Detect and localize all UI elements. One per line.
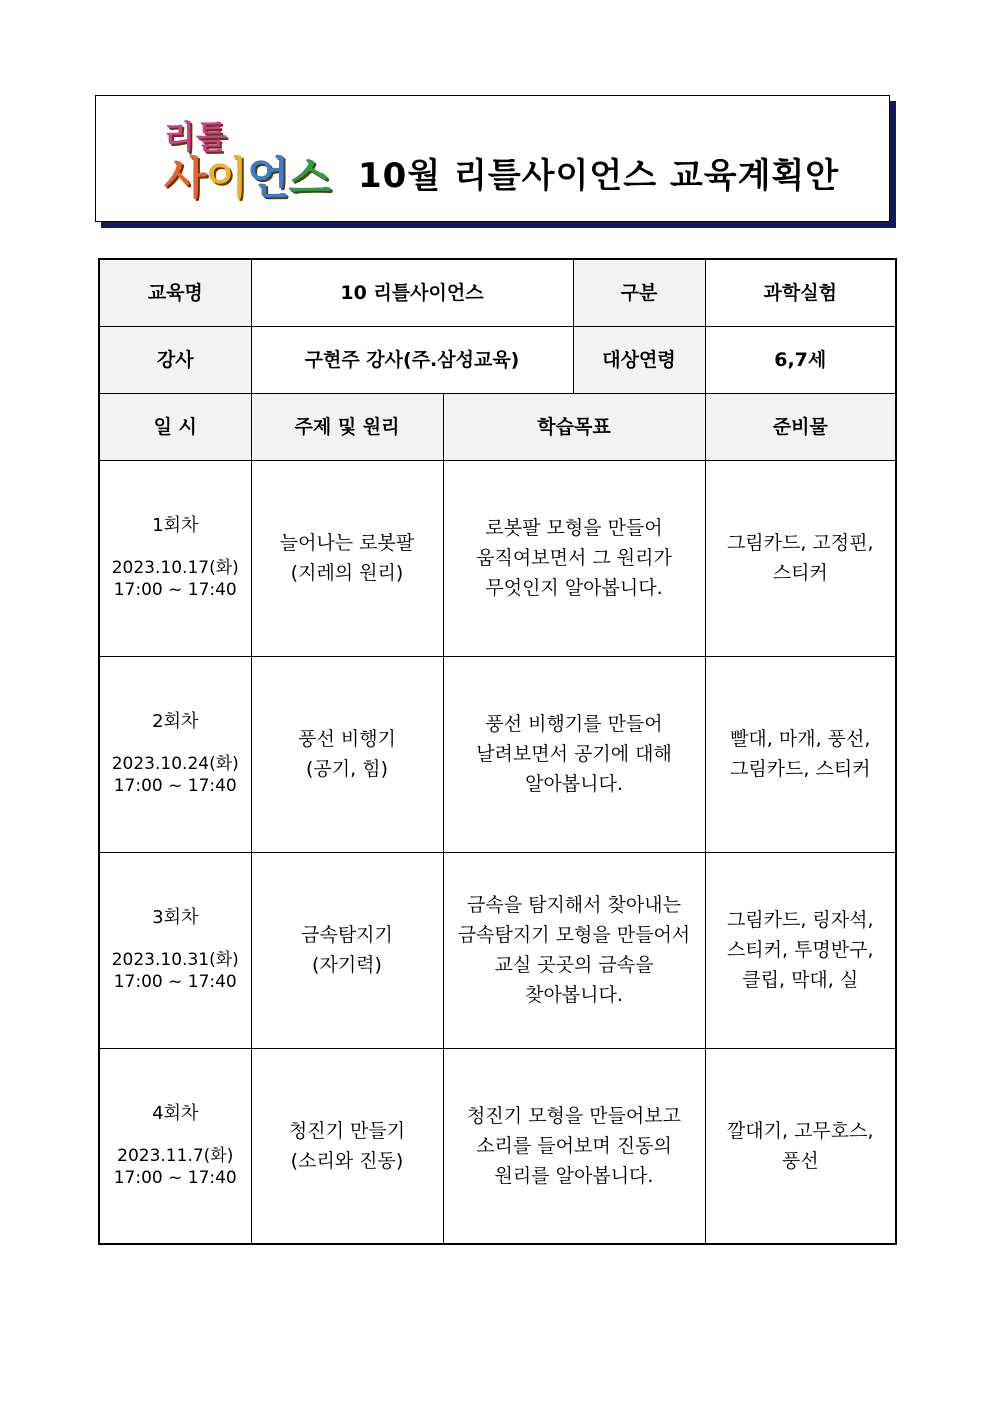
session-date: 2023.10.17(화) [111,558,239,578]
goal-line: 로봇팔 모형을 만들어 [485,517,663,539]
session-number: 4회차 [152,1102,199,1124]
instructor-label: 강사 [99,326,251,393]
goal-line: 금속을 탐지해서 찾아내는 [467,894,681,916]
session-number: 3회차 [152,907,199,928]
topic-line: (소리와 진동) [290,1149,404,1172]
schedule-header: 일 시 [99,393,251,460]
materials-line: 깔대기, 고무호스, [726,1119,874,1142]
session-goal [443,656,705,852]
session-schedule [99,460,251,656]
session-goal [443,460,705,656]
goal-line: 청진기 모형을 만들어보고 [467,1104,681,1127]
goal-line: 소리를 들어보며 진동의 [476,1134,672,1157]
session-date: 2023.10.31(화) [111,950,239,970]
session-topic [251,852,443,1048]
topic-line: 청진기 만들기 [288,1119,406,1142]
category-value: 과학실험 [705,259,896,326]
materials-line: 빨대, 마개, 풍선, [730,728,871,750]
goal-line: 날려보면서 공기에 대해 [476,743,672,765]
goal-header: 학습목표 [443,393,705,460]
topic-header: 주제 및 원리 [251,393,443,460]
topic-line: (지레의 원리) [290,562,404,584]
goal-line: 무엇인지 알아봅니다. [485,577,663,599]
column-header-row [99,393,896,460]
session-time: 17:00 ~ 17:40 [113,776,237,796]
topic-line: (자기력) [312,954,382,976]
session-time: 17:00 ~ 17:40 [113,580,237,600]
session-number: 1회차 [152,515,199,536]
session-schedule [99,852,251,1048]
materials-header: 준비물 [705,393,896,460]
session-materials [705,852,896,1048]
materials-line: 풍선 [781,1149,819,1172]
title-banner [95,95,890,222]
session-row [99,852,896,1048]
session-schedule [99,656,251,852]
goal-line: 찾아봅니다. [525,984,623,1006]
session-goal [443,852,705,1048]
topic-line: 풍선 비행기 [298,728,396,750]
materials-line: 스티커, 투명반구, [726,939,874,961]
session-materials [705,1048,896,1244]
logo-bottom-text: 사이언스 [164,153,331,204]
session-schedule [99,1048,251,1244]
goal-line: 풍선 비행기를 만들어 [485,713,663,735]
category-label: 구분 [573,259,705,326]
topic-line: 늘어나는 로봇팔 [279,532,415,554]
little-science-logo [164,120,329,205]
goal-line: 알아봅니다. [525,773,623,795]
session-time: 17:00 ~ 17:40 [113,972,237,992]
materials-line: 그림카드, 고정핀, [726,532,874,554]
materials-line: 그림카드, 스티커 [729,758,871,780]
goal-line: 금속탐지기 모형을 만들어서 [457,924,691,946]
session-date: 2023.11.7(화) [117,1145,234,1166]
materials-line: 그림카드, 링자석, [726,909,874,931]
program-value: 10 리틀사이언스 [251,259,573,326]
session-date: 2023.10.24(화) [111,754,239,774]
goal-line: 움직여보면서 그 원리가 [476,547,672,569]
page-title: 10월 리틀사이언스 교육계획안 [358,156,840,196]
session-topic [251,656,443,852]
session-topic [251,1048,443,1244]
session-materials [705,460,896,656]
goal-line: 교실 곳곳의 금속을 [494,954,654,976]
session-topic [251,460,443,656]
instructor-value: 구현주 강사(주.삼성교육) [251,326,573,393]
program-row [99,259,896,326]
education-plan-table [98,258,897,1245]
session-row [99,656,896,852]
session-time: 17:00 ~ 17:40 [113,1167,237,1188]
instructor-row [99,326,896,393]
goal-line: 원리를 알아봅니다. [494,1164,654,1187]
logo-top-text: 리틀 [164,118,228,156]
materials-line: 스티커 [772,562,828,584]
session-materials [705,656,896,852]
session-goal [443,1048,705,1244]
age-value: 6,7세 [705,326,896,393]
program-label: 교육명 [99,259,251,326]
topic-line: 금속탐지기 [301,924,393,946]
materials-line: 클립, 막대, 실 [742,969,859,991]
session-row [99,1048,896,1244]
session-number: 2회차 [152,711,199,732]
topic-line: (공기, 힘) [306,758,388,780]
age-label: 대상연령 [573,326,705,393]
session-row [99,460,896,656]
